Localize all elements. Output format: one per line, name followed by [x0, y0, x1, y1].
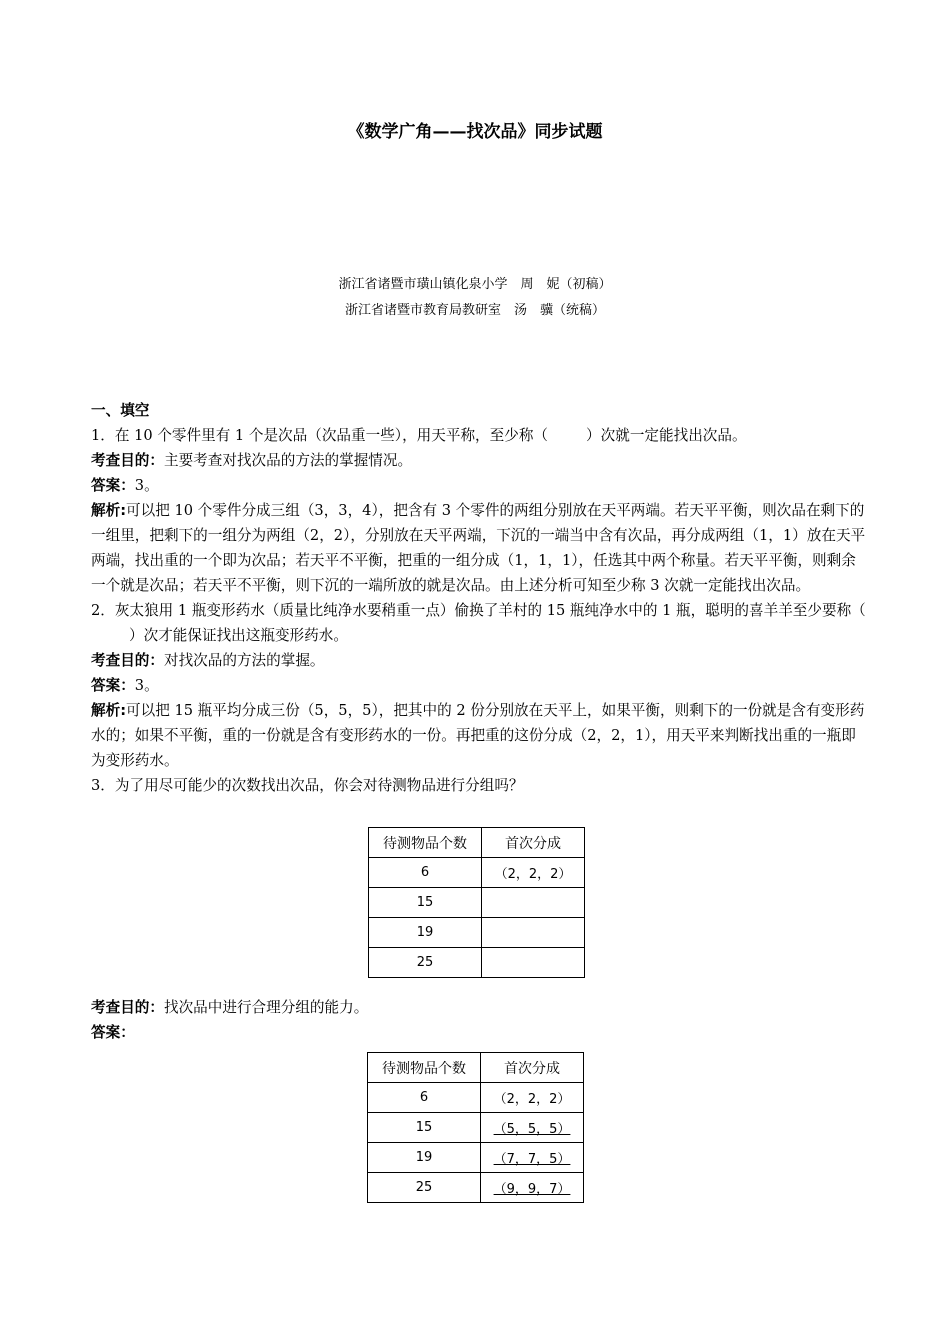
cell-count: 15: [369, 888, 482, 918]
cell-count: 19: [369, 918, 482, 948]
cell-count: 6: [369, 858, 482, 888]
table-header-row: [369, 828, 585, 858]
cell-split-blank[interactable]: [482, 948, 585, 978]
q1-analysis: 解析:可以把 10 个零件分成三组（3，3，4），把含有 3 个零件的两组分别放在天平两端。若天平平衡，则次品在剩下的一组里，把剩下的一组分为两组（2，2），分别放在天平两端，下沉的一端当中含有次品，再分成两组（1，1）放在天平两端，找出重的一个即为次品；若天平不平衡，把重的一组分成（1，1，1），任选其中两个称量。若天平平衡，则剩余一个就是次品；若天平不平衡，则下沉的一端所放的就是次品。由上述分析可知至少称 3 次就一定能找出次品。: [91, 502, 866, 594]
q3-footer: [91, 995, 866, 1045]
grouping-table-question: [368, 827, 585, 978]
header-first-split: 首次分成: [482, 828, 585, 858]
question-1: 1．在 10 个零件里有 1 个是次品（次品重一些），用天平称，至少称（ ）次就一定能找出次品。: [91, 427, 747, 444]
page-title: 《数学广角——找次品》同步试题: [347, 122, 603, 142]
cell-count: 15: [368, 1113, 481, 1143]
cell-split: （2，2，2）: [482, 858, 585, 888]
table-row: [368, 1143, 584, 1173]
question-3: 3．为了用尽可能少的次数找出次品，你会对待测物品进行分组吗？: [91, 777, 524, 794]
cell-split: （2，2，2）: [481, 1083, 584, 1113]
q3-answer-label: 答案：: [91, 1024, 135, 1041]
grouping-table-answer: [367, 1052, 584, 1203]
author-final: 浙江省诸暨市教育局教研室 汤 骥（统稿）: [344, 303, 605, 318]
header-first-split: 首次分成: [481, 1053, 584, 1083]
cell-split-blank[interactable]: [482, 888, 585, 918]
header-item-count: 待测物品个数: [369, 828, 482, 858]
q1-goal: 考查目的：主要考查对找次品的方法的掌握情况。: [91, 452, 413, 469]
table-row: [369, 948, 585, 978]
header-item-count: 待测物品个数: [368, 1053, 481, 1083]
table-header-row: [368, 1053, 584, 1083]
q2-answer: 答案：3。: [91, 677, 159, 694]
table-row: [368, 1083, 584, 1113]
cell-count: 6: [368, 1083, 481, 1113]
cell-split-answer: （7，7，5）: [481, 1143, 584, 1173]
question-2: 2．灰太狼用 1 瓶变形药水（质量比纯净水要稍重一点）偷换了羊村的 15 瓶纯净水中的 1 瓶，聪明的喜羊羊至少要称（）次才能保证找出这瓶变形药水。: [91, 602, 866, 644]
cell-count: 19: [368, 1143, 481, 1173]
table-row: [369, 888, 585, 918]
cell-split-answer: （5，5，5）: [481, 1113, 584, 1143]
cell-count: 25: [368, 1173, 481, 1203]
section-heading: 一、填空: [91, 402, 150, 419]
table-row: [368, 1113, 584, 1143]
q2-analysis: 解析:可以把 15 瓶平均分成三份（5，5，5），把其中的 2 份分别放在天平上，如果平衡，则剩下的一份就是含有变形药水的；如果不平衡，重的一份就是含有变形药水的一份。再把重的这份分成（2，2，1），用天平来判断找出重的一瓶即为变形药水。: [91, 702, 865, 769]
q1-answer: 答案：3。: [91, 477, 159, 494]
q2-goal: 考查目的：对找次品的方法的掌握。: [91, 652, 325, 669]
cell-split-blank[interactable]: [482, 918, 585, 948]
table-row: [369, 918, 585, 948]
table-row: [368, 1173, 584, 1203]
cell-count: 25: [369, 948, 482, 978]
author-draft: 浙江省诸暨市璜山镇化泉小学 周 妮（初稿）: [338, 277, 612, 292]
table-row: [369, 858, 585, 888]
cell-split-answer: （9，9，7）: [481, 1173, 584, 1203]
q3-goal: 考查目的：找次品中进行合理分组的能力。: [91, 999, 369, 1016]
question-content: [91, 398, 866, 798]
